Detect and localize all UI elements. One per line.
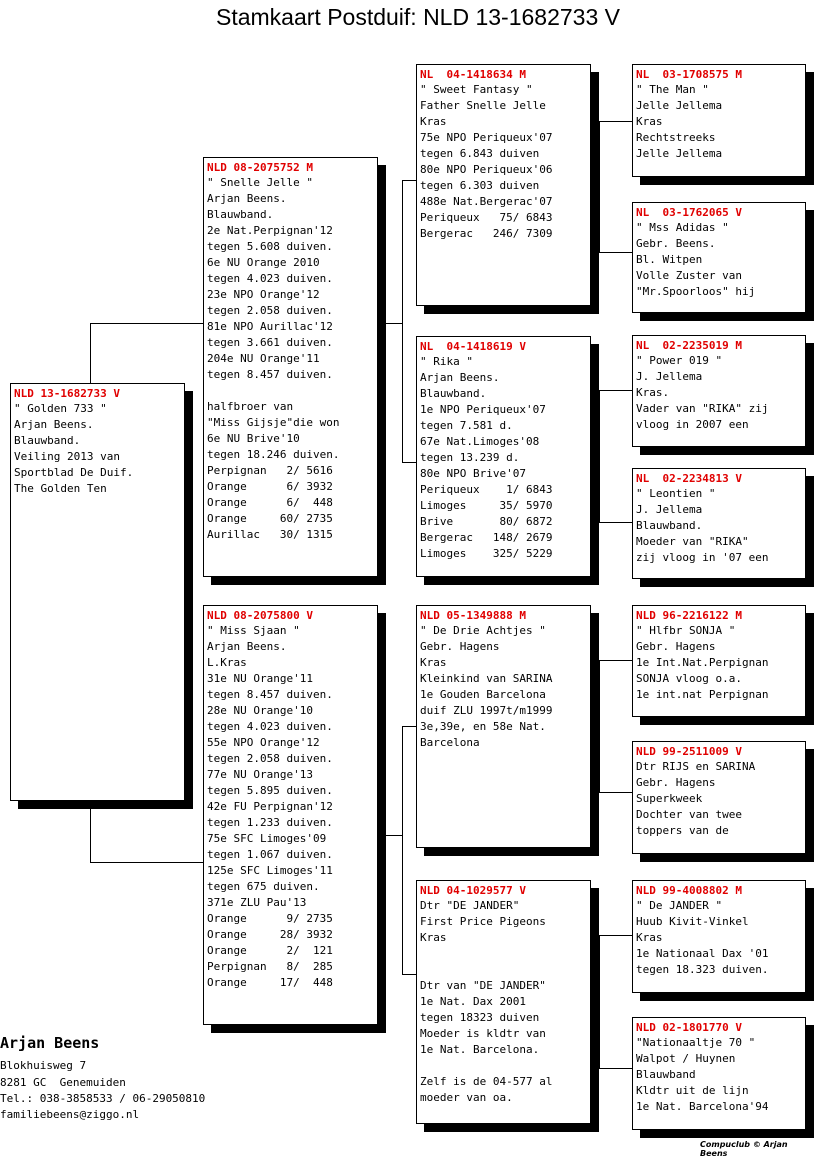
ring-number: NLD 05-1349888 M: [420, 609, 526, 622]
pedigree-line: Bergerac 148/ 2679: [420, 531, 553, 544]
pedigree-line: Volle Zuster van: [636, 269, 742, 282]
pedigree-line: tegen 6.843 duiven: [420, 147, 540, 160]
pedigree-line: Limoges 325/ 5229: [420, 547, 553, 560]
connector-line: [599, 390, 600, 523]
pedigree-line: "Nationaaltje 70 ": [636, 1036, 756, 1049]
pedigree-line: Kras: [636, 931, 663, 944]
pedigree-line: Blauwband.: [636, 519, 703, 532]
ring-number: NLD 13-1682733 V: [14, 387, 120, 400]
pedigree-line: tegen 1.067 duiven.: [207, 848, 333, 861]
pigeon-card-great-grandparent: [632, 880, 806, 993]
ring-number: NL 04-1418619 V: [420, 340, 526, 353]
pedigree-line: 125e SFC Limoges'11: [207, 864, 333, 877]
pedigree-line: vloog in 2007 een: [636, 418, 749, 431]
connector-line: [90, 800, 91, 863]
pedigree-line: SONJA vloog o.a.: [636, 672, 742, 685]
pedigree-line: Gebr. Hagens: [636, 640, 716, 653]
ring-number: NLD 08-2075752 M: [207, 161, 313, 174]
pedigree-line: Zelf is de 04-577 al: [420, 1075, 553, 1088]
pedigree-line: Periqueux 1/ 6843: [420, 483, 553, 496]
connector-line: [599, 252, 633, 253]
pigeon-card-great-grandparent: [632, 202, 806, 313]
pigeon-card-maternal-grandfather: [416, 605, 591, 848]
pedigree-line: [420, 946, 587, 962]
pedigree-line: " The Man ": [636, 83, 709, 96]
ring-number: NLD 96-2216122 M: [636, 609, 742, 622]
pedigree-line: First Price Pigeons: [420, 915, 546, 928]
connector-line: [402, 726, 403, 975]
owner-phone: Tel.: 038-3858533 / 06-29050810: [0, 1092, 206, 1105]
pedigree-line: Blauwband.: [14, 434, 81, 447]
pedigree-line: Arjan Beens.: [207, 640, 287, 653]
pigeon-card-great-grandparent: [632, 335, 806, 447]
connector-line: [90, 323, 204, 324]
pedigree-line: 6e NU Brive'10: [207, 432, 300, 445]
owner-email: familiebeens@ziggo.nl: [0, 1108, 140, 1121]
pigeon-card-great-grandparent: [632, 64, 806, 177]
pedigree-line: 371e ZLU Pau'13: [207, 896, 307, 909]
pedigree-line: Periqueux 75/ 6843: [420, 211, 553, 224]
pedigree-line: tegen 675 duiven.: [207, 880, 320, 893]
pedigree-line: tegen 1.233 duiven.: [207, 816, 333, 829]
pedigree-line: Gebr. Hagens: [636, 776, 716, 789]
pedigree-line: 1e Nationaal Dax '01: [636, 947, 769, 960]
pedigree-line: Orange 6/ 448: [207, 496, 333, 509]
connector-line: [377, 323, 403, 324]
pedigree-line: 1e Nat. Barcelona'94: [636, 1100, 769, 1113]
pedigree-line: tegen 8.457 duiven.: [207, 368, 333, 381]
pedigree-line: Arjan Beens.: [420, 371, 500, 384]
connector-line: [599, 660, 600, 793]
connector-line: [377, 835, 403, 836]
pedigree-line: tegen 5.895 duiven.: [207, 784, 333, 797]
pigeon-card-great-grandparent: [632, 468, 806, 579]
pedigree-line: L.Kras: [207, 656, 247, 669]
pedigree-line: Dtr van "DE JANDER": [420, 979, 546, 992]
pedigree-line: " Snelle Jelle ": [207, 176, 313, 189]
pedigree-line: Dtr "DE JANDER": [420, 899, 520, 912]
pedigree-line: Moeder is kldtr van: [420, 1027, 546, 1040]
owner-postcode-city: 8281 GC Genemuiden: [0, 1076, 126, 1089]
ring-number: NL 04-1418634 M: [420, 68, 526, 81]
connector-line: [402, 462, 417, 463]
pedigree-line: Vader van "RIKA" zij: [636, 402, 769, 415]
pedigree-line: Moeder van "RIKA": [636, 535, 749, 548]
pedigree-line: Sportblad De Duif.: [14, 466, 134, 479]
pigeon-card-mother: [203, 605, 378, 1025]
connector-line: [402, 180, 403, 463]
pedigree-line: tegen 4.023 duiven.: [207, 272, 333, 285]
pedigree-line: halfbroer van: [207, 400, 294, 413]
connector-line: [599, 935, 600, 1069]
connector-line: [402, 726, 417, 727]
pedigree-line: 42e FU Perpignan'12: [207, 800, 333, 813]
pedigree-line: " De JANDER ": [636, 899, 723, 912]
pedigree-line: tegen 2.058 duiven.: [207, 752, 333, 765]
pedigree-line: [420, 1058, 587, 1074]
pedigree-line: The Golden Ten: [14, 482, 107, 495]
pedigree-line: " Hlfbr SONJA ": [636, 624, 736, 637]
page-title: Stamkaart Postduif: NLD 13-1682733 V: [215, 4, 620, 30]
pedigree-line: Brive 80/ 6872: [420, 515, 553, 528]
pedigree-line: 1e int.nat Perpignan: [636, 688, 769, 701]
pigeon-card-maternal-grandmother: [416, 880, 591, 1124]
pedigree-line: Dochter van twee: [636, 808, 742, 821]
pigeon-card-father: [203, 157, 378, 577]
pedigree-line: 55e NPO Orange'12: [207, 736, 320, 749]
pedigree-line: 67e Nat.Limoges'08: [420, 435, 540, 448]
pedigree-line: 1e Gouden Barcelona: [420, 688, 546, 701]
pedigree-line: Dtr RIJS en SARINA: [636, 760, 756, 773]
pedigree-line: Orange 2/ 121: [207, 944, 333, 957]
pedigree-line: Blauwband.: [207, 208, 274, 221]
pedigree-line: [207, 383, 374, 399]
pedigree-line: 1e NPO Periqueux'07: [420, 403, 546, 416]
pigeon-card-paternal-grandmother: [416, 336, 591, 577]
pigeon-card-paternal-grandfather: [416, 64, 591, 306]
pedigree-line: 80e NPO Brive'07: [420, 467, 526, 480]
pedigree-line: Jelle Jellema: [636, 99, 723, 112]
pedigree-line: Kras.: [636, 386, 670, 399]
pedigree-line: J. Jellema: [636, 370, 703, 383]
pedigree-line: "Mr.Spoorloos" hij: [636, 285, 756, 298]
pedigree-line: " Golden 733 ": [14, 402, 107, 415]
pedigree-line: Kleinkind van SARINA: [420, 672, 553, 685]
pedigree-line: " Sweet Fantasy ": [420, 83, 533, 96]
pigeon-card-great-grandparent: [632, 741, 806, 854]
pedigree-line: Kras: [636, 115, 663, 128]
connector-line: [599, 121, 633, 122]
pedigree-line: Perpignan 8/ 285: [207, 960, 333, 973]
ring-number: NLD 99-2511009 V: [636, 745, 742, 758]
pedigree-line: Orange 6/ 3932: [207, 480, 333, 493]
pedigree-line: Orange 60/ 2735: [207, 512, 333, 525]
connector-line: [402, 180, 417, 181]
connector-line: [599, 935, 633, 936]
connector-line: [90, 862, 204, 863]
pedigree-line: Kras: [420, 656, 447, 669]
pedigree-line: Limoges 35/ 5970: [420, 499, 553, 512]
pedigree-line: Orange 9/ 2735: [207, 912, 333, 925]
ring-number: NLD 08-2075800 V: [207, 609, 313, 622]
pigeon-card-subject: [10, 383, 185, 801]
pedigree-line: 80e NPO Periqueux'06: [420, 163, 553, 176]
pedigree-line: Father Snelle Jelle: [420, 99, 546, 112]
pedigree-line: Perpignan 2/ 5616: [207, 464, 333, 477]
pedigree-line: Rechtstreeks: [636, 131, 716, 144]
pedigree-line: J. Jellema: [636, 503, 703, 516]
pedigree-line: 75e NPO Periqueux'07: [420, 131, 553, 144]
pedigree-line: 488e Nat.Bergerac'07: [420, 195, 553, 208]
ring-number: NLD 04-1029577 V: [420, 884, 526, 897]
pedigree-line: Orange 28/ 3932: [207, 928, 333, 941]
pedigree-line: Arjan Beens.: [14, 418, 94, 431]
connector-line: [599, 121, 600, 253]
pedigree-line: tegen 6.303 duiven: [420, 179, 540, 192]
pedigree-line: Walpot / Huynen: [636, 1052, 736, 1065]
pedigree-line: 1e Int.Nat.Perpignan: [636, 656, 769, 669]
pedigree-line: Kras: [420, 115, 447, 128]
pedigree-line: tegen 7.581 d.: [420, 419, 513, 432]
pedigree-line: Bl. Witpen: [636, 253, 703, 266]
pedigree-line: tegen 3.661 duiven.: [207, 336, 333, 349]
pedigree-line: toppers van de: [636, 824, 729, 837]
footer-credit: Compuclub © Arjan Beens: [700, 1140, 788, 1158]
pedigree-line: "Miss Gijsje"die won: [207, 416, 340, 429]
pedigree-line: tegen 18.323 duiven.: [636, 963, 769, 976]
pedigree-line: 81e NPO Aurillac'12: [207, 320, 333, 333]
pedigree-line: moeder van oa.: [420, 1091, 513, 1104]
ring-number: NLD 02-1801770 V: [636, 1021, 742, 1034]
pedigree-line: 77e NU Orange'13: [207, 768, 313, 781]
pedigree-line: 28e NU Orange'10: [207, 704, 313, 717]
connector-line: [402, 974, 417, 975]
pedigree-line: Kldtr uit de lijn: [636, 1084, 749, 1097]
pedigree-line: 31e NU Orange'11: [207, 672, 313, 685]
connector-line: [599, 522, 633, 523]
pedigree-line: 23e NPO Orange'12: [207, 288, 320, 301]
pedigree-line: Gebr. Beens.: [636, 237, 716, 250]
pedigree-line: tegen 4.023 duiven.: [207, 720, 333, 733]
pedigree-line: 2e Nat.Perpignan'12: [207, 224, 333, 237]
connector-line: [599, 1068, 633, 1069]
connector-line: [599, 792, 633, 793]
ring-number: NLD 99-4008802 M: [636, 884, 742, 897]
owner-address: Blokhuisweg 7: [0, 1059, 87, 1072]
pedigree-line: [420, 962, 587, 978]
ring-number: NL 03-1708575 M: [636, 68, 742, 81]
pedigree-line: tegen 2.058 duiven.: [207, 304, 333, 317]
pedigree-line: Blauwband.: [420, 387, 487, 400]
pedigree-line: " De Drie Achtjes ": [420, 624, 546, 637]
pedigree-line: 1e Nat. Dax 2001: [420, 995, 526, 1008]
pedigree-line: 6e NU Orange 2010: [207, 256, 320, 269]
pedigree-line: 75e SFC Limoges'09: [207, 832, 327, 845]
pedigree-line: tegen 8.457 duiven.: [207, 688, 333, 701]
pigeon-card-great-grandparent: [632, 605, 806, 717]
pedigree-line: " Power 019 ": [636, 354, 723, 367]
connector-line: [599, 660, 633, 661]
pedigree-line: Arjan Beens.: [207, 192, 287, 205]
pedigree-line: Barcelona: [420, 736, 480, 749]
pedigree-line: tegen 5.608 duiven.: [207, 240, 333, 253]
pedigree-line: " Leontien ": [636, 487, 716, 500]
pedigree-line: Bergerac 246/ 7309: [420, 227, 553, 240]
pigeon-card-great-grandparent: [632, 1017, 806, 1130]
pedigree-line: tegen 18.246 duiven.: [207, 448, 340, 461]
pedigree-line: tegen 18323 duiven: [420, 1011, 540, 1024]
pedigree-line: zij vloog in '07 een: [636, 551, 769, 564]
connector-line: [90, 323, 91, 385]
pedigree-line: " Miss Sjaan ": [207, 624, 300, 637]
ring-number: NL 02-2235019 M: [636, 339, 742, 352]
pedigree-line: Superkweek: [636, 792, 703, 805]
owner-name: Arjan Beens: [0, 1034, 100, 1052]
pedigree-line: Gebr. Hagens: [420, 640, 500, 653]
pedigree-line: " Rika ": [420, 355, 473, 368]
ring-number: NL 02-2234813 V: [636, 472, 742, 485]
pedigree-line: 3e,39e, en 58e Nat.: [420, 720, 546, 733]
pedigree-line: Blauwband: [636, 1068, 696, 1081]
pedigree-line: " Mss Adidas ": [636, 221, 729, 234]
pedigree-line: 204e NU Orange'11: [207, 352, 320, 365]
connector-line: [599, 390, 633, 391]
pedigree-line: Jelle Jellema: [636, 147, 723, 160]
pedigree-line: Kras: [420, 931, 447, 944]
pedigree-line: Orange 17/ 448: [207, 976, 333, 989]
pedigree-line: tegen 13.239 d.: [420, 451, 520, 464]
pedigree-line: duif ZLU 1997t/m1999: [420, 704, 553, 717]
ring-number: NL 03-1762065 V: [636, 206, 742, 219]
pedigree-line: Aurillac 30/ 1315: [207, 528, 333, 541]
pedigree-line: Veiling 2013 van: [14, 450, 120, 463]
pedigree-line: Huub Kivit-Vinkel: [636, 915, 749, 928]
pedigree-line: 1e Nat. Barcelona.: [420, 1043, 540, 1056]
